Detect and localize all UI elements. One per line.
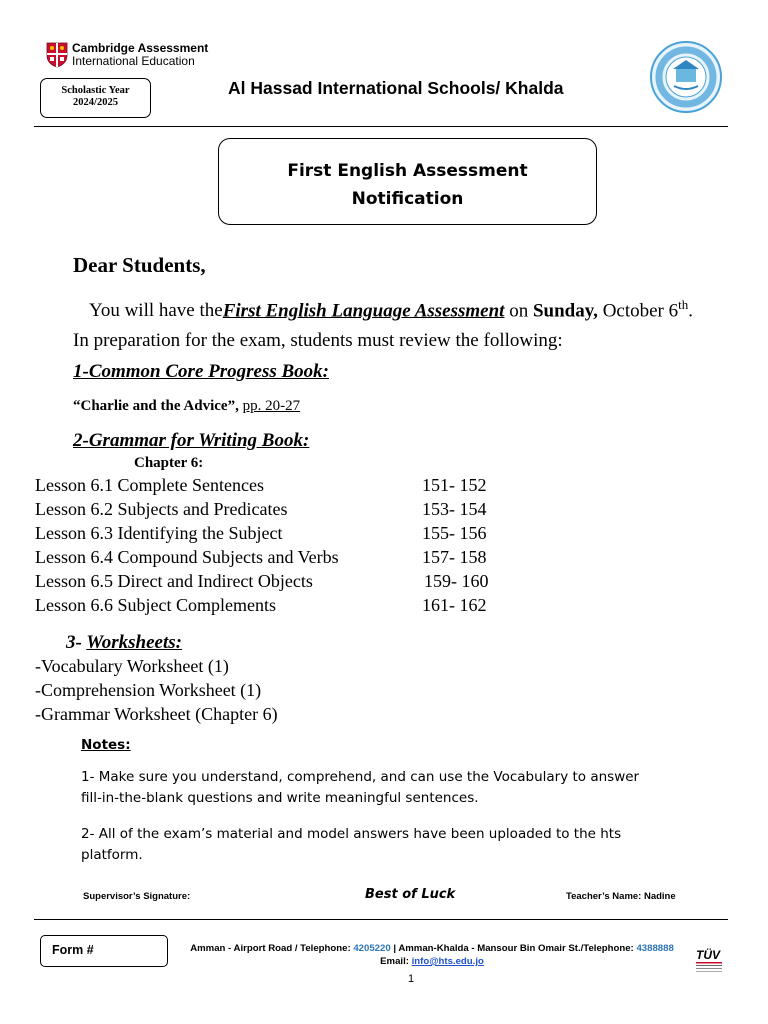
worksheet-item: -Vocabulary Worksheet (1)	[35, 656, 229, 676]
year-value: 2024/2025	[73, 97, 118, 108]
school-name: Al Hassad International Schools/ Khalda	[228, 78, 564, 98]
email-link[interactable]: info@hts.edu.jo	[411, 956, 484, 967]
intro-part2: on	[504, 300, 533, 322]
supervisor-signature-label: Supervisor’s Signature:	[83, 891, 191, 902]
section1-item-pages: pp. 20-27	[242, 398, 301, 414]
cambridge-line1: Cambridge Assessment	[72, 41, 209, 55]
cambridge-shield-icon	[46, 42, 68, 68]
lesson-row	[35, 593, 515, 617]
intro-paragraph	[73, 290, 713, 356]
page-number: 1	[408, 973, 415, 985]
worksheet-item: -Grammar Worksheet (Chapter 6)	[35, 704, 278, 724]
section3-title: Worksheets:	[86, 632, 182, 653]
lesson-row	[35, 473, 515, 497]
lesson-name: Lesson 6.1 Complete Sentences	[35, 475, 264, 495]
form-label: Form #	[52, 943, 94, 957]
lesson-row	[35, 569, 515, 593]
teacher-name: Teacher’s Name: Nadine	[566, 891, 676, 902]
lesson-pages: 157- 158	[422, 547, 487, 567]
title-line1: First English Assessment	[287, 161, 528, 181]
lesson-row	[35, 545, 515, 569]
assessment-name: First English Language Assessment	[222, 300, 505, 322]
lesson-row	[35, 521, 515, 545]
intro-part1: You will have the	[89, 300, 223, 322]
email-label: Email:	[380, 956, 412, 967]
note-item: 1- Make sure you understand, comprehend, and can use the Vocabulary to answer fill-in-the-blank questions and write meaningful sentences.	[81, 769, 640, 806]
lesson-pages: 155- 156	[422, 523, 487, 543]
header-divider	[34, 126, 728, 127]
chapter-label: Chapter 6:	[134, 455, 204, 471]
section1-item	[73, 398, 300, 415]
footer-address	[172, 942, 692, 968]
greeting: Dear Students,	[73, 253, 206, 277]
lesson-name: Lesson 6.3 Identifying the Subject	[35, 523, 283, 543]
lesson-pages: 153- 154	[422, 499, 487, 519]
intro-part4: . In preparation for the exam, students must review the following:	[73, 300, 694, 352]
intro-day: Sunday,	[532, 300, 598, 322]
cambridge-line2: International Education	[72, 54, 195, 68]
lesson-name: Lesson 6.2 Subjects and Predicates	[35, 499, 288, 519]
footer-divider	[34, 919, 728, 920]
tuv-logo-icon	[694, 946, 724, 976]
svg-text:TÜV: TÜV	[696, 948, 720, 962]
footer-tel-1: 4205220	[353, 943, 391, 954]
intro-part3: October 6	[597, 300, 679, 322]
lesson-pages: 159- 160	[424, 571, 489, 591]
intro-sup: th	[678, 297, 689, 312]
lesson-name: Lesson 6.4 Compound Subjects and Verbs	[35, 547, 339, 567]
section1-item-title: “Charlie and the Advice”,	[73, 398, 239, 414]
best-of-luck: Best of Luck	[365, 887, 456, 902]
form-number-box	[40, 935, 168, 967]
section2-heading: 2-Grammar for Writing Book:	[73, 430, 310, 451]
footer-tel-2: 4388888	[636, 943, 674, 954]
lesson-row	[35, 497, 515, 521]
section1-heading: 1-Common Core Progress Book:	[73, 361, 329, 382]
footer-address-2: | Amman-Khalda - Mansour Bin Omair St./Telephone:	[390, 943, 637, 954]
title-line2: Notification	[351, 189, 464, 209]
scholastic-year-box	[40, 78, 151, 118]
section3-prefix: 3-	[66, 632, 87, 653]
footer-address-1: Amman - Airport Road / Telephone:	[190, 943, 354, 954]
notes-heading: Notes:	[81, 737, 131, 753]
note-item: 2- All of the exam’s material and model answers have been uploaded to the hts platform.	[81, 826, 622, 863]
lesson-name: Lesson 6.6 Subject Complements	[35, 595, 276, 615]
worksheet-item: -Comprehension Worksheet (1)	[35, 680, 262, 700]
title-box	[218, 138, 597, 225]
lesson-pages: 151- 152	[422, 475, 487, 495]
lesson-pages: 161- 162	[422, 595, 487, 615]
school-seal-icon	[649, 40, 723, 114]
lesson-name: Lesson 6.5 Direct and Indirect Objects	[35, 571, 313, 591]
section3-heading	[66, 632, 182, 654]
year-label: Scholastic Year	[61, 85, 130, 96]
